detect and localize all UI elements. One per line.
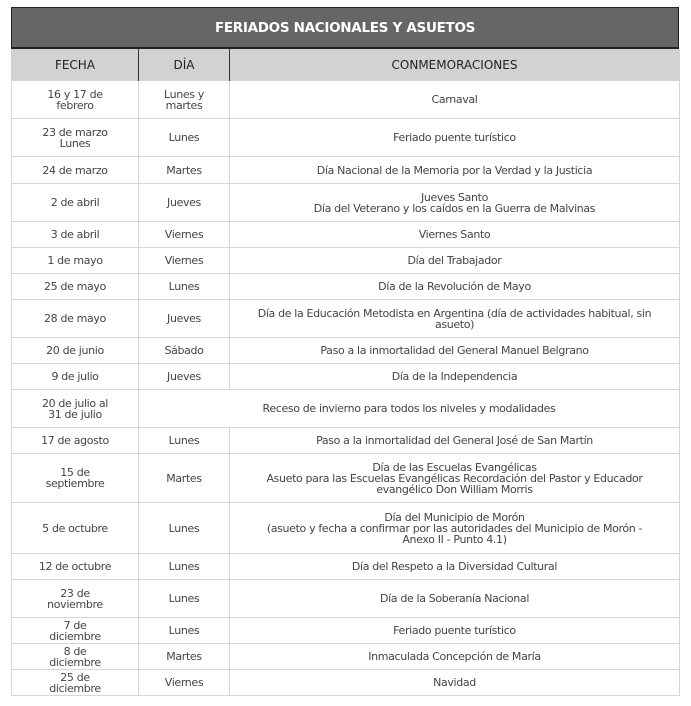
cell-fecha: 2 de abril — [12, 184, 139, 222]
conmemoracion-line: Jueves Santo — [420, 190, 489, 204]
conmemoracion-line: Receso de invierno para todos los niveles y modalidades — [262, 402, 556, 415]
cell-conmemoracion — [230, 554, 680, 580]
table-row — [12, 81, 680, 119]
cell-fecha: 16 y 17 de febrero — [12, 81, 139, 119]
conmemoracion-line: Día del Veterano y los caídos en la Guerra de Malvinas — [313, 201, 596, 215]
cell-dia: Lunes — [139, 580, 230, 618]
cell-conmemoracion — [230, 184, 680, 222]
table-body — [12, 81, 680, 696]
cell-conmemoracion — [139, 390, 680, 428]
cell-conmemoracion — [230, 428, 680, 454]
cell-fecha: 24 de marzo — [12, 157, 139, 184]
cell-conmemoracion — [230, 81, 680, 119]
table-row — [12, 618, 680, 644]
conmemoracion-line: Viernes Santo — [418, 228, 491, 241]
column-header-dia: DÍA — [139, 49, 230, 81]
conmemoracion-line: Feriado puente turístico — [393, 131, 516, 144]
cell-conmemoracion — [230, 274, 680, 300]
conmemoracion-line: Día de la Soberanía Nacional — [379, 592, 530, 605]
cell-dia: Lunes — [139, 119, 230, 157]
cell-dia: Lunes — [139, 618, 230, 644]
cell-fecha: 23 de noviembre — [12, 580, 139, 618]
cell-fecha: 12 de octubre — [12, 554, 139, 580]
cell-conmemoracion — [230, 338, 680, 364]
cell-conmemoracion — [230, 222, 680, 248]
cell-conmemoracion — [230, 670, 680, 696]
cell-fecha: 28 de mayo — [12, 300, 139, 338]
cell-conmemoracion — [230, 618, 680, 644]
table-title: FERIADOS NACIONALES Y ASUETOS — [11, 7, 679, 49]
table-row — [12, 274, 680, 300]
cell-dia: Lunes — [139, 554, 230, 580]
cell-dia: Viernes — [139, 222, 230, 248]
conmemoracion-line: Inmaculada Concepción de María — [368, 650, 541, 663]
cell-dia: Martes — [139, 644, 230, 670]
holidays-table-container — [11, 7, 679, 696]
table-row — [12, 119, 680, 157]
conmemoracion-line: Día de las Escuelas Evangélicas — [372, 460, 537, 474]
conmemoracion-line: Paso a la inmortalidad del General José de San Martín — [316, 434, 593, 447]
conmemoracion-line: Día del Municipio de Morón — [384, 510, 525, 524]
table-row — [12, 644, 680, 670]
cell-conmemoracion — [230, 644, 680, 670]
cell-dia: Lunes — [139, 503, 230, 554]
conmemoracion-line: Día del Trabajador — [407, 254, 502, 267]
cell-conmemoracion — [230, 364, 680, 390]
conmemoracion-line: Día de la Revolución de Mayo — [378, 280, 531, 293]
cell-fecha: 20 de junio — [12, 338, 139, 364]
conmemoracion-line: Navidad — [433, 676, 476, 689]
cell-dia: Jueves — [139, 364, 230, 390]
cell-dia: Lunes y martes — [139, 81, 230, 119]
cell-dia: Lunes — [139, 428, 230, 454]
conmemoracion-line: Día de la Educación Metodista en Argentina (día de actividades habitual, sin asueto) — [257, 306, 652, 331]
conmemoracion-line: Feriado puente turístico — [393, 624, 516, 637]
table-row — [12, 157, 680, 184]
cell-fecha: 17 de agosto — [12, 428, 139, 454]
cell-fecha: 1 de mayo — [12, 248, 139, 274]
conmemoracion-line: Día Nacional de la Memoria por la Verdad y la Justicia — [316, 163, 593, 177]
table-row — [12, 390, 680, 428]
cell-fecha: 5 de octubre — [12, 503, 139, 554]
cell-dia: Jueves — [139, 300, 230, 338]
cell-dia: Sábado — [139, 338, 230, 364]
cell-fecha: 9 de julio — [12, 364, 139, 390]
conmemoracion-line: Carnaval — [431, 93, 478, 106]
conmemoracion-line: (asueto y fecha a confirmar por las autoridades del Municipio de Morón - Anexo II - Punto 4.1) — [266, 521, 643, 546]
table-row — [12, 222, 680, 248]
cell-conmemoracion — [230, 580, 680, 618]
holidays-table — [11, 49, 680, 696]
cell-dia: Jueves — [139, 184, 230, 222]
cell-fecha: 8 de diciembre — [12, 644, 139, 670]
table-row — [12, 503, 680, 554]
conmemoracion-line: Día del Respeto a la Diversidad Cultural — [351, 560, 558, 573]
table-row — [12, 554, 680, 580]
cell-dia: Martes — [139, 157, 230, 184]
table-row — [12, 184, 680, 222]
cell-fecha: 3 de abril — [12, 222, 139, 248]
cell-conmemoracion — [230, 454, 680, 503]
cell-dia: Martes — [139, 454, 230, 503]
cell-fecha: 23 de marzo Lunes — [12, 119, 139, 157]
table-row — [12, 580, 680, 618]
cell-conmemoracion — [230, 119, 680, 157]
column-header-fecha: FECHA — [12, 49, 139, 81]
conmemoracion-line: Día de la Independencia — [391, 370, 518, 383]
table-row — [12, 338, 680, 364]
cell-dia: Viernes — [139, 248, 230, 274]
table-row — [12, 670, 680, 696]
header-row — [12, 49, 680, 81]
table-row — [12, 364, 680, 390]
cell-conmemoracion — [230, 157, 680, 184]
cell-dia: Viernes — [139, 670, 230, 696]
column-header-conmemoraciones: CONMEMORACIONES — [230, 49, 680, 81]
cell-conmemoracion — [230, 503, 680, 554]
cell-fecha: 25 de mayo — [12, 274, 139, 300]
conmemoracion-line: Paso a la inmortalidad del General Manuel Belgrano — [320, 344, 589, 357]
cell-fecha: 7 de diciembre — [12, 618, 139, 644]
cell-fecha: 25 de diciembre — [12, 670, 139, 696]
table-row — [12, 300, 680, 338]
table-row — [12, 428, 680, 454]
cell-conmemoracion — [230, 248, 680, 274]
cell-dia: Lunes — [139, 274, 230, 300]
conmemoracion-line: Asueto para las Escuelas Evangélicas Recordación del Pastor y Educador evangélico Don William Morris — [266, 471, 643, 496]
cell-conmemoracion — [230, 300, 680, 338]
cell-fecha: 20 de julio al 31 de julio — [12, 390, 139, 428]
table-row — [12, 248, 680, 274]
cell-fecha: 15 de septiembre — [12, 454, 139, 503]
table-row — [12, 454, 680, 503]
